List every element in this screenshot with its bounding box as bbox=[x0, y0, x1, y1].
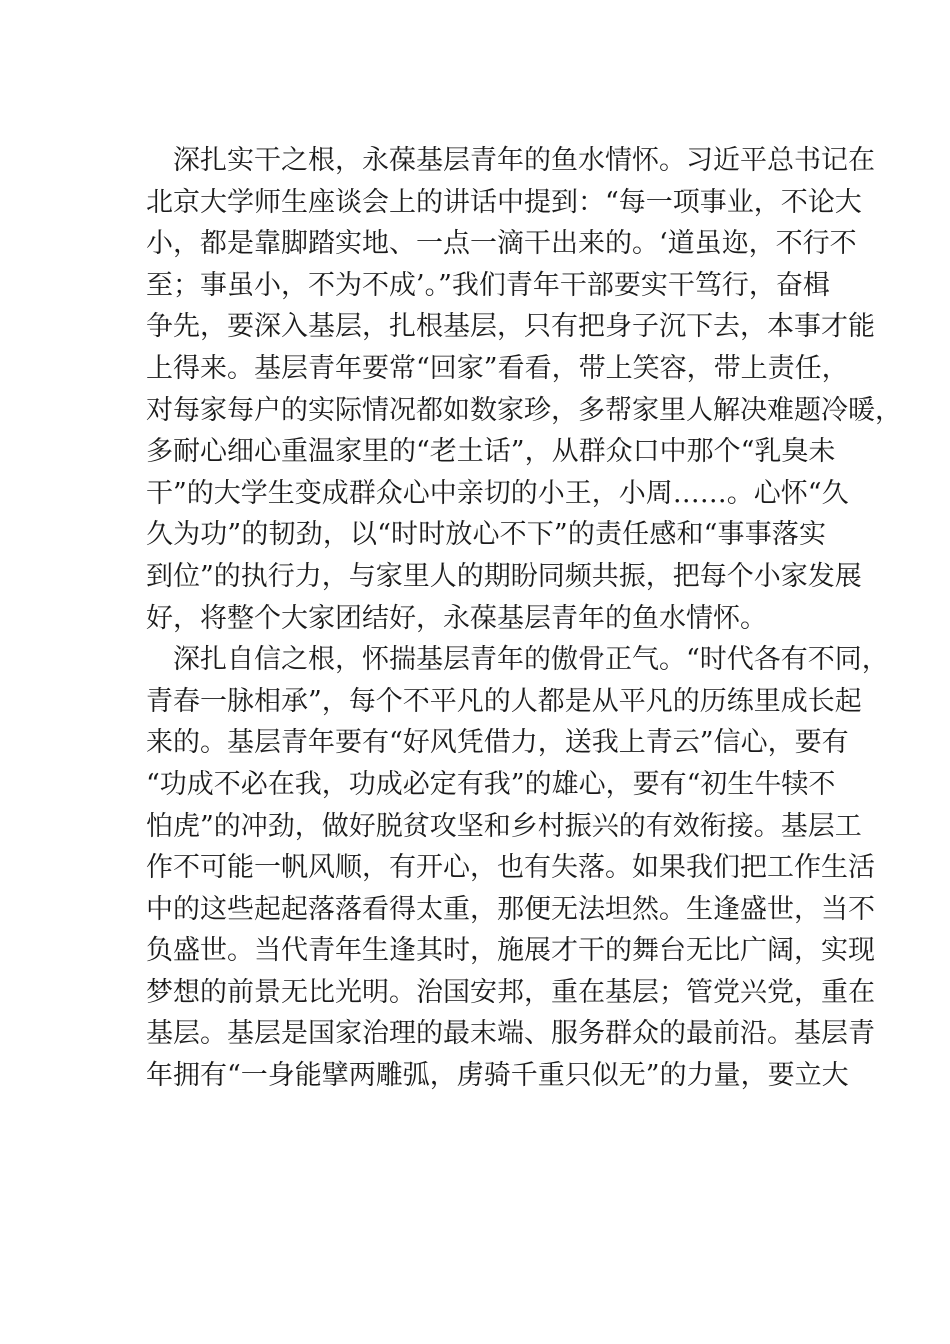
text-line: 好，将整个大家团结好，永葆基层青年的鱼水情怀。 bbox=[146, 602, 767, 634]
text-line: 至；事虽小，不为不成’。”我们青年干部要实干笃行，奋楫 bbox=[146, 269, 830, 301]
text-line: 怕虎”的冲劲，做好脱贫攻坚和乡村振兴的有效衔接。基层工 bbox=[146, 810, 862, 842]
text-line: 多耐心细心重温家里的“老土话”，从群众口中那个“乳臭未 bbox=[146, 436, 836, 468]
text-line: 对每家每户的实际情况都如数家珍，多帮家里人解决难题冷暖， bbox=[146, 394, 902, 426]
paragraph-2 bbox=[146, 639, 889, 1097]
body-text bbox=[146, 140, 902, 1097]
text-line: 深扎自信之根，怀揣基层青年的傲骨正气。“时代各有不同， bbox=[146, 644, 889, 676]
text-line: “功成不必在我，功成必定有我”的雄心，要有“初生牛犊不 bbox=[146, 768, 836, 800]
text-line: 来的。基层青年要有“好风凭借力，送我上青云”信心，要有 bbox=[146, 727, 849, 759]
text-line: 干”的大学生变成群众心中亲切的小王，小周……。心怀“久 bbox=[146, 477, 849, 509]
text-line: 青春一脉相承”，每个不平凡的人都是从平凡的历练里成长起 bbox=[146, 685, 862, 717]
text-line: 深扎实干之根，永葆基层青年的鱼水情怀。习近平总书记在 bbox=[146, 145, 875, 176]
text-line: 久为功”的韧劲，以“时时放心不下”的责任感和“事事落实 bbox=[146, 519, 826, 551]
text-line: 中的这些起起落落看得太重，那便无法坦然。生逢盛世，当不 bbox=[146, 893, 875, 925]
paragraph-1 bbox=[146, 140, 902, 639]
text-line: 上得来。基层青年要常“回家”看看，带上笑容，带上责任， bbox=[146, 352, 849, 384]
text-line: 梦想的前景无比光明。治国安邦，重在基层；管党兴党，重在 bbox=[146, 976, 875, 1008]
text-line: 作不可能一帆风顺，有开心，也有失落。如果我们把工作生活 bbox=[146, 852, 875, 884]
text-line: 年拥有“一身能擘两雕弧，虏骑千重只似无”的力量，要立大 bbox=[146, 1060, 849, 1092]
text-line: 小，都是靠脚踏实地、一点一滴干出来的。‘道虽迩，不行不 bbox=[146, 228, 857, 260]
text-line: 争先，要深入基层，扎根基层，只有把身子沉下去，本事才能 bbox=[146, 311, 875, 343]
text-line: 基层。基层是国家治理的最末端、服务群众的最前沿。基层青 bbox=[146, 1018, 875, 1050]
text-line: 到位”的执行力，与家里人的期盼同频共振，把每个小家发展 bbox=[146, 560, 862, 592]
text-line: 北京大学师生座谈会上的讲话中提到：“每一项事业，不论大 bbox=[146, 186, 862, 218]
text-line: 负盛世。当代青年生逢其时，施展才干的舞台无比广阔，实现 bbox=[146, 935, 875, 967]
